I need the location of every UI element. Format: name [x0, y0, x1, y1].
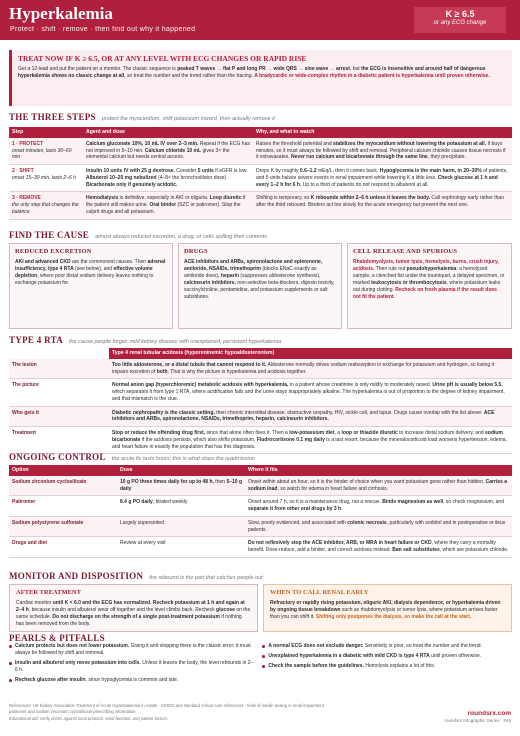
steps-table — [9, 127, 512, 220]
section-title: TYPE 4 RTA — [9, 335, 64, 345]
section-title: MONITOR AND DISPOSITION — [9, 571, 144, 581]
option-name: Sodium polystyrene sulfonate — [9, 516, 117, 537]
call-renal-box — [263, 584, 512, 632]
step-cell — [9, 192, 83, 219]
treat-now-callout — [9, 50, 512, 106]
agent-cell: Hemodialysis is definitive, especially in AKI or oliguria. Loop diuretic if the patient still makes urine. Oral binder (SZC or patiromer). Stop the culprit drugs and all potassium. — [83, 192, 253, 219]
table-row — [9, 516, 512, 537]
rta-table — [9, 348, 512, 454]
agent-cell: Calcium gluconate 10%, 10 mL IV over 2–3 min. Repeat if the ECG has not improved in 5–10 min. Calcium chloride 10 mL gives 3× the elemental calcium but needs central access. — [83, 138, 253, 165]
card-drugs — [178, 243, 342, 329]
list-item: Check the sample before the guidelines. Hemolysis explains a lot of this. — [262, 663, 509, 670]
card-text: ACE inhibitors and ARBs, spironolactone and eplerenone, amiloride, NSAIDs, trimethoprim (blocks ENaC exactly as amiloride does), heparin (suppresses aldosterone synthesis), calcineurin inhibitors, non-selective beta-blockers, digoxin toxicity, succinylcholine, pentamidine, and potassium supplements or salt substitutes. — [184, 259, 335, 301]
list-item: Calcium protects but does not lower potassium. Giving it and stopping there is the classic error; it must always be followed by shift and removal. — [9, 643, 256, 657]
card-text: AKI and advanced CKD are the commonest causes. Then adrenal insufficiency, type 4 RTA (see below), and effective volume depletion, where poor distal sodium delivery leaves nothing to exchange potassium for. — [15, 259, 166, 287]
card-reduced-excretion — [9, 243, 173, 329]
list-item: Insulin and albuterol only move potassium into cells. Unless it leaves the body, the level rebounds in 2–6 h. — [9, 660, 256, 674]
row-text: Diabetic nephropathy is the classic setting, then chronic interstitial disease, obstructive uropathy, HIV, sickle cell, and lupus. Drugs cause overlap with the list above: ACE inhibitors and ARBs, spironolactone, NSAIDs, trimethoprim, heparin, calcineurin inhibitors. — [109, 406, 512, 427]
callout-text-3: , so treat the number and the trend rather than the tracing. — [124, 72, 255, 79]
option-name: Drugs and diet — [9, 537, 117, 558]
threshold-value: K ≥ 6.5 — [445, 9, 475, 19]
fit-cell: Onset around 7 h, so it is a maintenance drug, not a rescue. Binds magnesium as well, so check magnesium, and separate it from other oral drugs by 3 h. — [245, 496, 512, 517]
table-row — [9, 165, 512, 192]
card-title: REDUCED EXCRETION — [15, 248, 92, 255]
why-cell: Drops K by roughly 0.6–1.2 mEq/L, then it comes back. Hypoglycemia is the main harm, in 20–30% of patients, and 5 units halves severe events in renal impairment while lowering K a little less. Check glucose at 1 h and every 1–2 h for 6 h. Up to a third of patients do not respond to albuterol at all. — [253, 165, 512, 192]
col-why: Why, and what to watch — [253, 127, 512, 138]
section-three-steps — [9, 112, 275, 124]
dose-cell: 10 g PO three times daily for up to 48 h, then 5–10 g daily — [117, 476, 245, 496]
box-text: Cardiac monitor until K < 6.0 and the ECG has normalized. Recheck potassium at 1 h and again at 2–4 h, because insulin and albuterol wear off together and the level climbs back. Recheck glucose on the same schedule. Do not discharge on the strength of a single post-treatment potassium if nothing has been removed from the body. — [16, 600, 251, 628]
step-name: 2 · SHIFT — [12, 168, 34, 174]
option-name: Patiromer — [9, 496, 117, 517]
callout-ecg-sequence: peaked T waves → flat P and long PR → wide QRS → sine wave → arrest — [177, 65, 350, 72]
section-monitor — [9, 571, 263, 583]
section-title: ONGOING CONTROL — [9, 452, 106, 462]
table-row — [9, 138, 512, 165]
box-text: Refractory or rapidly rising potassium, oliguric AKI, dialysis dependence, or hyperkalemia driven by ongoing tissue breakdown such as rhabdomyolysis or tumor lysis, where potassium arrives faster than you can shift it. Shifting only postpones the dialysis, so make the call at the start. — [270, 600, 501, 621]
step-name: 3 · REMOVE — [12, 195, 41, 202]
pearls-list — [9, 643, 512, 687]
step-cell — [9, 165, 83, 192]
fit-cell: Onset within about an hour, so it is the binder of choice when you want potassium gone rather than hidden. Carries a sodium load, so watch for edema in heart failure and cirrhosis. — [245, 476, 512, 496]
callout-title: TREAT NOW IF K ≥ 6.5, OR AT ANY LEVEL WITH ECG CHANGES OR RAPID RISE — [18, 54, 307, 63]
section-title: FIND THE CAUSE — [9, 230, 90, 240]
ref-line-1: References: UK Kidney Association Treatment of Acute Hyperkalaemia in Adults · KDIGO and standard critical care references · trials of insulin dosing in renal impairment — [9, 703, 324, 708]
table-row — [9, 406, 512, 427]
references — [9, 703, 429, 722]
col-option: Option — [9, 465, 117, 476]
pearls-left — [9, 643, 256, 687]
row-text: Normal anion gap (hyperchloremic) metabolic acidosis with hyperkalemia, in a patient whose creatinine is only mildly to moderately raised. Urine pH is usually below 5.5, which separates it from type 1 RTA, where acidification fails and the urine stays inappropriately alkaline. The hyperkalemia is out of proportion to the degree of kidney impairment, and that mismatch is the clue. — [109, 379, 512, 406]
callout-text — [18, 66, 506, 80]
section-note: protect the myocardium, shift potassium inward, then actually remove it — [101, 116, 275, 122]
section-note: the acute fix lasts hours; this is what stops the readmission — [111, 456, 255, 462]
section-type4-rta — [9, 335, 281, 347]
callout-diabetic-warning: A bradycardic or wide-complex rhythm in a diabetic patient is hyperkalemia until proven otherwise. — [254, 72, 490, 79]
list-item: Recheck glucose after insulin, since hypoglycemia is common and late. — [9, 677, 256, 684]
option-name: Sodium zirconium cyclosilicate — [9, 476, 117, 496]
card-title: DRUGS — [184, 248, 208, 255]
row-label: The picture — [9, 379, 109, 406]
row-label: Treatment — [9, 427, 109, 454]
threshold-badge — [414, 7, 506, 33]
section-note: the cause people forget: mild kidney disease with unexplained, persistent hyperkalemia — [69, 339, 282, 345]
box-title: WHEN TO CALL RENAL EARLY — [270, 589, 369, 596]
brand-url[interactable]: roundsrx.com — [467, 710, 511, 717]
table-row — [9, 496, 512, 517]
fit-cell: Do not reflexively stop the ACE inhibitor, ARB, or MRA in heart failure or CKD, where they carry a mortality benefit. Dose-reduce, add a binder, and correct acidosis instead. Ban salt substitutes, which are potassium chloride. — [245, 537, 512, 558]
col-dose: Dose — [117, 465, 245, 476]
threshold-note: or any ECG change — [433, 19, 487, 26]
table-row — [9, 427, 512, 454]
section-title: THE THREE STEPS — [9, 112, 96, 122]
ref-disclaimer: Educational aid: verify doses against local protocol, renal function, and patient factors. — [9, 715, 169, 721]
pearls-right — [262, 643, 509, 673]
col-step: Step — [9, 127, 83, 138]
row-label: Who gets it — [9, 406, 109, 427]
why-cell: Raises the threshold potential and stabilizes the myocardium without lowering the potassium at all. It buys minutes, so it must always be followed by shift and removal. Peripheral calcium chloride causes tissue necrosis if it extravasates. Never run calcium and bicarbonate through the same line, they precipitate. — [253, 138, 512, 165]
ongoing-table — [9, 465, 512, 558]
section-note: almost always reduced excretion, a drug, or cells spilling their contents — [95, 234, 267, 240]
step-sub: onset 15–30 min, lasts 2–6 h — [12, 174, 76, 181]
card-text: Rhabdomyolysis, tumor lysis, hemolysis, burns, crush injury, acidosis. Then rule out pseudohyperkalemia: a hemolyzed sample, a clenched fist under the tourniquet, a delayed specimen, or marked leukocytosis or thrombocytosis, where potassium leaks out during clotting. Recheck on fresh plasma if the result does not fit the patient. — [353, 259, 505, 301]
callout-ecg-insensitive: the ECG is insensitive and around half of dangerous hyperkalemia shows no classic change at all — [18, 65, 486, 79]
rta-table-header: Type 4 renal tubular acidosis (hyporeninemic hypoaldosteronism) — [109, 348, 512, 359]
dose-cell: Review at every visit — [117, 537, 245, 558]
callout-text-2: , but — [349, 65, 362, 72]
col-agent: Agent and dose — [83, 127, 253, 138]
page-title: Hyperkalemia — [9, 4, 113, 23]
header-banner — [0, 0, 520, 40]
page-subtitle: Protect · shift · remove · then find out why it happened — [10, 26, 196, 33]
step-cell — [9, 138, 83, 165]
why-cell: Shifting is temporary, so K rebounds within 2–6 h unless it leaves the body. Call nephrology early rather than after the third rebound. Binders act too slowly for the acute emergency but prevent the next one. — [253, 192, 512, 219]
table-row — [9, 476, 512, 496]
ref-line-2: patiromer and sodium zirconium cyclosilicate prescribing information — [9, 709, 136, 715]
step-sub: onset minutes, lasts 30–60 min — [12, 147, 72, 161]
row-text: Too little aldosterone, or a distal tubule that cannot respond to it. Aldosterone normally drives sodium reabsorption in exchange for potassium and hydrogen, so losing it impairs excretion of both. That is why the picture is hyperkalemia and acidosis together. — [109, 359, 512, 379]
brand-series: roundsrx Infographic Series · #49 — [444, 718, 511, 724]
list-item: A normal ECG does not exclude danger. Sensitivity is poor, so treat the number and the trend. — [262, 643, 509, 650]
section-note: the rebound is the part that catches people out — [149, 575, 263, 581]
fit-cell: Slow, poorly evidenced, and associated with colonic necrosis, particularly with sorbitol and in postoperative or ileus patients. — [245, 516, 512, 537]
brand-block — [444, 710, 511, 724]
card-cell-release — [347, 243, 512, 329]
dose-cell: 8.4 g PO daily, titrated weekly — [117, 496, 245, 517]
row-label: The lesion — [9, 359, 109, 379]
callout-text-1: Get a 12-lead and put the patient on a monitor. The classic sequence is — [18, 65, 178, 72]
box-title: AFTER TREATMENT — [16, 589, 81, 596]
after-treatment-box — [9, 584, 258, 632]
step-name: 1 · PROTECT — [12, 140, 44, 147]
section-title: PEARLS & PITFALLS — [9, 633, 105, 643]
table-row — [9, 537, 512, 558]
section-find-cause — [9, 230, 267, 242]
dose-cell: Largely superseded — [117, 516, 245, 537]
row-text: Stop or reduce the offending drug first, since that alone often fixes it. Then a low-potassium diet, a loop or thiazide diuretic to increase distal sodium delivery, and sodium bicarbonate if the acidosis persists, which also shifts potassium. Fludrocortisone 0.1 mg daily is a last resort, because the mineralocorticoid load worsens hypertension, edema, and heart failure in exactly the population that has this diagnosis. — [109, 427, 512, 454]
list-item: Unexplained hyperkalemia in a diabetic with mild CKD is type 4 RTA until proven otherwise. — [262, 653, 509, 660]
table-row — [9, 359, 512, 379]
table-row — [9, 379, 512, 406]
step-sub: the only step that changes the balance — [12, 202, 79, 215]
col-fit: Where it fits — [245, 465, 512, 476]
card-title: CELL RELEASE AND SPURIOUS — [353, 248, 458, 255]
table-row — [9, 192, 512, 219]
agent-cell: Insulin 10 units IV with 25 g dextrose. Consider 5 units if eGFR is low. Albuterol 10–20 mg nebulized (4–8× the bronchodilator dose). Bicarbonate only if genuinely acidotic. — [83, 165, 253, 192]
section-ongoing-control — [9, 452, 255, 464]
